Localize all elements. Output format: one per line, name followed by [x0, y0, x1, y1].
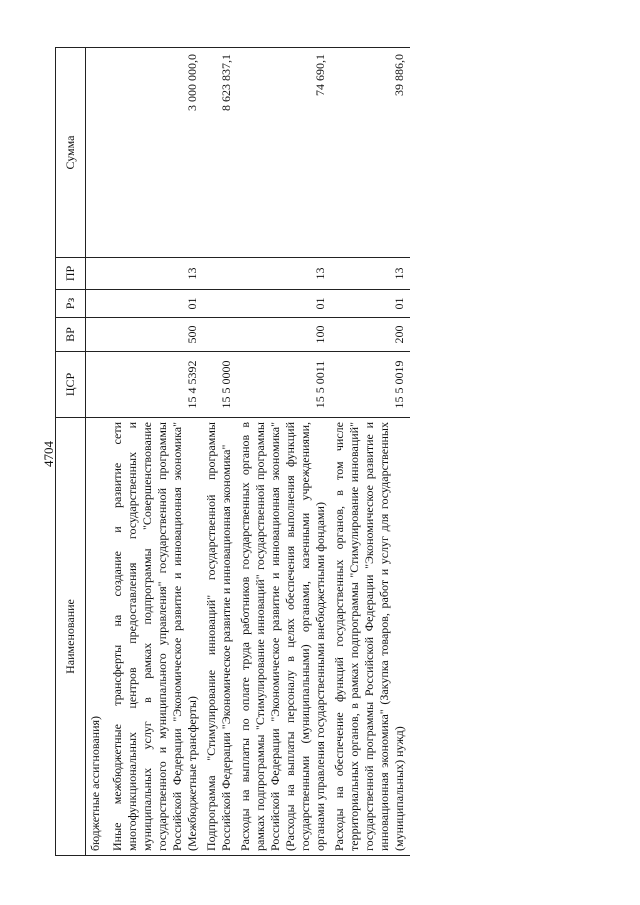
row-sum: 74 690,1	[237, 48, 331, 258]
header-pr: ПР	[56, 258, 86, 290]
row-pr: 13	[331, 258, 410, 290]
row-name: Иные межбюджетные трансферты на создание и развитие сети многофункциональных центров предоставления государственных и муниципальных услуг в рамках подпрограммы "Совершенствование государственного и муниципального управления" государственной программы Российской Федерации "Экономическое развитие и инновационная экономика" (Межбюджетные трансферты)	[107, 418, 203, 856]
budget-table-container	[55, 48, 585, 856]
row-csr: 15 4 5392	[107, 352, 203, 418]
table-row	[107, 48, 203, 856]
table-row	[237, 48, 331, 856]
row-pr	[203, 258, 237, 290]
table-row	[331, 48, 410, 856]
continuation-text: бюджетные ассигнования)	[86, 418, 108, 856]
table-row	[203, 48, 237, 856]
row-csr: 15 5 0019	[331, 352, 410, 418]
table-cell-empty	[86, 258, 108, 290]
table-cell-empty	[86, 318, 108, 352]
row-rz	[203, 290, 237, 318]
page-number: 4704	[41, 441, 56, 467]
budget-table	[55, 47, 410, 856]
header-name: Наименование	[56, 418, 86, 856]
row-sum: 3 000 000,0	[107, 48, 203, 258]
row-rz: 01	[331, 290, 410, 318]
table-header-row	[56, 48, 86, 856]
row-pr: 13	[237, 258, 331, 290]
header-rz: Рз	[56, 290, 86, 318]
row-vr: 100	[237, 318, 331, 352]
table-row-continuation	[86, 48, 108, 856]
row-name: Расходы на выплаты по оплате труда работников государственных органов в рамках подпрограммы "Стимулирование инноваций" государственной программы Российской Федерации "Экономическое развитие и инновационная экономика" (Расходы на выплаты персоналу в целях обеспечения выполнения функций государственными (муниципальными) органами, казенными учреждениями, органами управления государственными внебюджетными фондами)	[237, 418, 331, 856]
table-cell-empty	[86, 290, 108, 318]
header-csr: ЦСР	[56, 352, 86, 418]
row-vr: 500	[107, 318, 203, 352]
row-rz: 01	[107, 290, 203, 318]
row-pr: 13	[107, 258, 203, 290]
row-csr: 15 5 0000	[203, 352, 237, 418]
row-vr: 200	[331, 318, 410, 352]
header-vr: ВР	[56, 318, 86, 352]
row-rz: 01	[237, 290, 331, 318]
row-sum: 8 623 837,1	[203, 48, 237, 258]
row-csr: 15 5 0011	[237, 352, 331, 418]
row-name: Подпрограмма "Стимулирование инноваций" государственной программы Российской Федерации "Экономическое развитие и инновационная экономика"	[203, 418, 237, 856]
row-vr	[203, 318, 237, 352]
row-sum: 39 886,0	[331, 48, 410, 258]
row-name: Расходы на обеспечение функций государственных органов, в том числе территориальных органов, в рамках подпрограммы "Стимулирование инноваций" государственной программы Российской Федерации "Экономическое развитие и инновационная экономика" (Закупка товаров, работ и услуг для государственных (муниципальных) нужд)	[331, 418, 410, 856]
table-cell-empty	[86, 352, 108, 418]
table-cell-empty	[86, 48, 108, 258]
header-sum: Сумма	[56, 48, 86, 258]
